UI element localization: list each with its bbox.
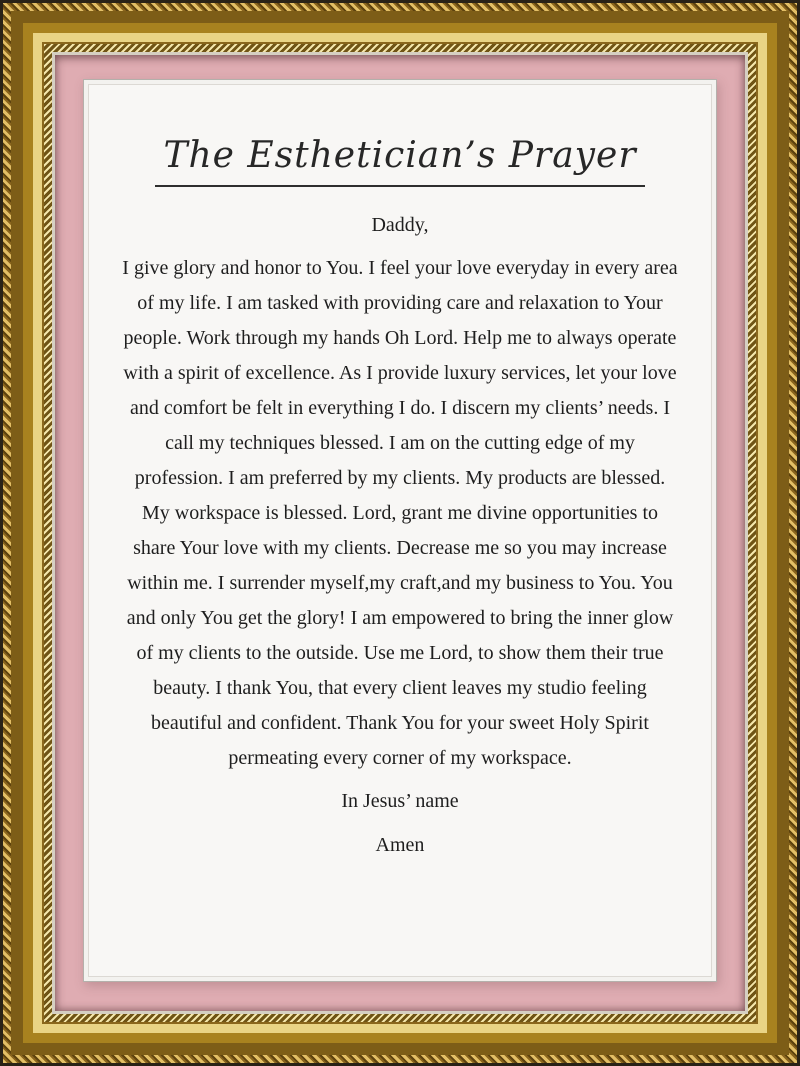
prayer-line: of my life. I am tasked with providing care and relaxation to Your <box>137 292 663 314</box>
prayer-title: The Esthetician’s Prayer <box>155 135 644 187</box>
prayer-line: people. Work through my hands Oh Lord. Help me to always operate <box>123 327 677 349</box>
frame-gold-highlight-band <box>33 33 767 1033</box>
prayer-line: of my clients to the outside. Use me Lord, to show them their true <box>136 642 664 664</box>
frame-rope-border <box>3 3 797 1063</box>
prayer-line: profession. I am preferred by my clients. My products are blessed. <box>134 467 666 489</box>
prayer-line: and only You get the glory! I am empowered to bring the inner glow <box>126 607 674 629</box>
salutation: Daddy, <box>371 214 429 236</box>
prayer-line: permeating every corner of my workspace. <box>228 747 572 769</box>
mat-board <box>55 55 745 1011</box>
prayer-line: beautiful and confident. Thank You for your sweet Holy Spirit <box>151 712 649 734</box>
prayer-line: My workspace is blessed. Lord, grant me divine opportunities to <box>141 502 658 524</box>
frame-gold-mid-band <box>23 23 777 1043</box>
prayer-line: share Your love with my clients. Decrease me so you may increase <box>133 537 667 559</box>
prayer-paper <box>89 85 711 976</box>
frame-inner-line <box>42 42 758 1024</box>
prayer-line: call my techniques blessed. I am on the cutting edge of my <box>165 432 635 454</box>
prayer-line: beauty. I thank You, that every client leaves my studio feeling <box>153 677 647 699</box>
frame-beaded-border <box>44 44 756 1022</box>
frame-fillet <box>52 52 748 1014</box>
prayer-line: and comfort be felt in everything I do. I discern my clients’ needs. I <box>129 397 670 419</box>
closing-line: In Jesus’ name <box>341 790 459 812</box>
prayer-line: with a spirit of excellence. As I provide luxury services, let your love <box>123 362 677 384</box>
amen-line: Amen <box>375 834 425 856</box>
frame-gold-outer-band <box>11 11 789 1055</box>
prayer-line: I give glory and honor to You. I feel your love everyday in every area <box>122 257 678 279</box>
prayer-line: within me. I surrender myself,my craft,and my business to You. You <box>127 572 673 594</box>
prayer-body <box>89 251 711 776</box>
